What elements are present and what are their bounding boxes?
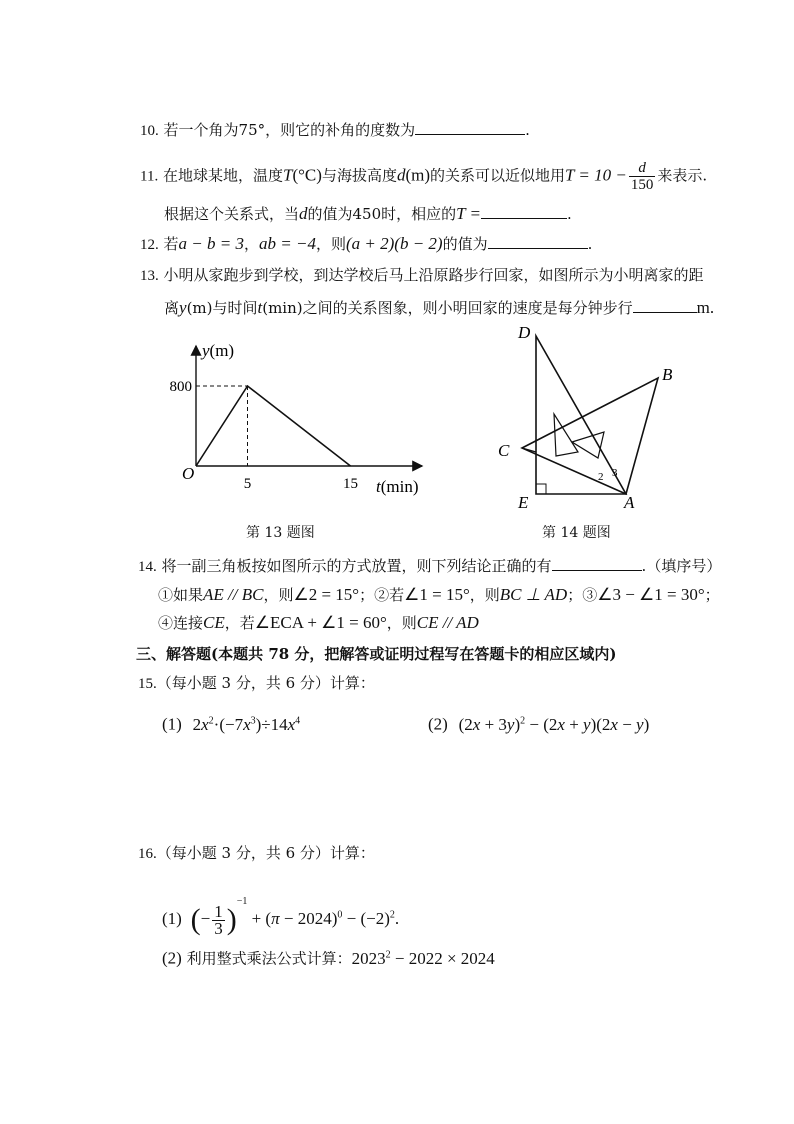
section-3-title: 三、解答题(本题共 78 分，把解答或证明过程写在答题卡的相应区域内) — [136, 645, 617, 663]
question-15-part1 — [162, 710, 300, 736]
question-text: 的值为450时，相应的 — [307, 205, 457, 223]
question-number: 12. — [140, 237, 159, 253]
part-label: (1) — [162, 714, 182, 734]
variable-y: y — [179, 298, 187, 317]
answer-blank — [415, 118, 525, 135]
expression: CE — [203, 613, 225, 632]
expression: AE // BC — [203, 585, 264, 604]
option-text: ，则 — [469, 586, 500, 604]
figure-13-graph — [169, 336, 442, 496]
question-text: 若 — [163, 235, 179, 253]
expression: $2x^2\cdot(-7x^3)\div 14x^4$ — [192, 714, 301, 734]
expression: (− $\frac{1}{3}$ )$^{-1} + (\pi - 2024)^0 - (-2)^2$. — [190, 896, 400, 938]
option-text: ；②若 — [359, 586, 405, 604]
question-number: 14. — [138, 559, 157, 575]
caption-figure-14: 第 14 题图 — [542, 525, 611, 541]
right-angle-mark — [536, 484, 546, 494]
x-axis-unit: (min) — [380, 477, 419, 496]
variable-d: d — [299, 204, 308, 223]
question-text: 若一个角为75°，则它的补角的度数为 — [163, 121, 416, 139]
period: . — [567, 205, 572, 223]
question-15 — [138, 672, 375, 695]
option-text: ①如果 — [158, 586, 204, 604]
expression: ∠2 = 15° — [293, 585, 360, 604]
question-number: 11. — [140, 168, 159, 185]
answer-blank — [481, 202, 567, 219]
question-10 — [140, 118, 530, 142]
x-axis-var: t — [376, 477, 381, 496]
question-text: 小明从家跑步到学校，到达学校后马上沿原路步行回家，如图所示为小明离家的距 — [163, 266, 704, 284]
x-axis-label — [376, 477, 419, 496]
question-12 — [140, 232, 592, 256]
distance-time-line — [196, 386, 351, 466]
question-number: 15. — [138, 676, 157, 692]
y-tick-label-800: 800 — [169, 379, 192, 395]
option-text: ④连接 — [158, 614, 204, 632]
expression: ∠3 − ∠1 = 30° — [597, 585, 705, 604]
expression: a − b = 3 — [178, 234, 244, 253]
formula: T = 10 − — [565, 165, 627, 185]
expression: CE // AD — [416, 613, 479, 632]
question-text: 利用整式乘法公式计算： — [186, 949, 352, 968]
question-text: 的值为 — [442, 235, 488, 253]
answer-blank — [552, 554, 642, 571]
period: . — [587, 235, 593, 253]
expression: ∠1 = 15° — [404, 585, 470, 604]
question-number: 10. — [140, 123, 159, 139]
variable-d: d — [396, 165, 406, 185]
caption-figure-13: 第 13 题图 — [246, 525, 315, 541]
question-number: 13. — [140, 268, 159, 284]
angle-2-label: 2 — [598, 471, 604, 483]
x-tick-label-5: 5 — [243, 476, 252, 492]
label-d: D — [518, 323, 531, 342]
separator: ， — [244, 235, 260, 253]
question-14 — [138, 554, 721, 578]
variable-t: t — [257, 298, 263, 317]
unit: (°C) — [292, 165, 322, 185]
numerator: d — [629, 160, 656, 177]
y-axis-var: y — [202, 341, 210, 360]
denominator: 150 — [630, 177, 654, 193]
part-label: (2) — [162, 948, 182, 968]
option-text: ； — [704, 586, 720, 604]
fraction — [629, 160, 656, 193]
expression: $(2x + 3y)^2 - (2x + y)(2x - y)$ — [458, 714, 650, 734]
expression-base: 2023 — [351, 948, 386, 968]
question-15-part2 — [428, 710, 649, 736]
question-text: (m)与时间 — [186, 299, 258, 317]
y-axis-unit: (m) — [209, 341, 235, 360]
option-text: ；③ — [567, 586, 598, 604]
expression: ab = −4 — [259, 234, 316, 253]
label-b: B — [662, 365, 673, 384]
label-a: A — [624, 493, 635, 512]
question-text: 在地球某地，温度 — [162, 166, 283, 185]
question-text: (min)之间的关系图象，则小明回家的速度是每分钟步行 — [262, 299, 633, 317]
expression: ∠ECA + ∠1 = 60° — [254, 613, 387, 632]
question-11 — [140, 160, 707, 193]
angle-3-label: 3 — [612, 467, 618, 479]
question-16-part1 — [162, 878, 399, 944]
question-text: 的关系可以近似地用 — [430, 166, 566, 185]
answer-blank — [488, 232, 588, 249]
question-number: 16. — [138, 846, 157, 862]
part-label: (1) — [162, 909, 182, 928]
question-text: 离 — [164, 299, 180, 317]
x-tick-label-15: 15 — [343, 476, 358, 492]
answer-blank — [633, 296, 697, 313]
expression: (a + 2)(b − 2) — [345, 234, 443, 253]
expression: $2023^2 - 2022 \times 2024$ — [351, 948, 495, 968]
question-text: ，则 — [315, 235, 346, 253]
unit: (m) — [405, 165, 430, 185]
y-axis-label — [200, 341, 234, 360]
question-14-options-line1 — [158, 584, 720, 606]
question-header: （每小题 3 分，共 6 分）计算： — [156, 674, 375, 692]
expression-rest: − 2022 × 2024 — [390, 948, 495, 968]
formula: T = — [456, 204, 482, 223]
question-text: 来表示. — [657, 166, 708, 185]
origin-label: O — [182, 464, 195, 483]
option-text: ，则 — [263, 586, 294, 604]
expression: BC ⊥ AD — [499, 585, 568, 604]
question-text: 将一副三角板按如图所示的方式放置，则下列结论正确的有 — [161, 557, 552, 575]
label-c: C — [498, 441, 510, 460]
question-16 — [138, 842, 375, 865]
option-text: ，若 — [224, 614, 255, 632]
question-16-part2 — [162, 944, 495, 970]
question-11-line2 — [164, 202, 572, 225]
unit: m. — [696, 298, 715, 317]
question-text: 与海拔高度 — [321, 166, 397, 185]
period: . — [525, 121, 530, 139]
part-label: (2) — [428, 714, 448, 734]
question-13-line2 — [164, 296, 714, 319]
question-text: .（填序号） — [641, 557, 722, 575]
variable-t: T — [283, 165, 293, 185]
question-14-options-line2 — [158, 612, 479, 634]
question-text: 根据这个关系式，当 — [164, 205, 300, 223]
label-e: E — [518, 493, 529, 512]
question-13 — [140, 264, 704, 287]
figure-14-triangles — [494, 318, 694, 518]
option-text: ，则 — [386, 614, 417, 632]
inner-triangle-hole-2 — [572, 432, 604, 458]
question-header: （每小题 3 分，共 6 分）计算： — [156, 844, 375, 862]
